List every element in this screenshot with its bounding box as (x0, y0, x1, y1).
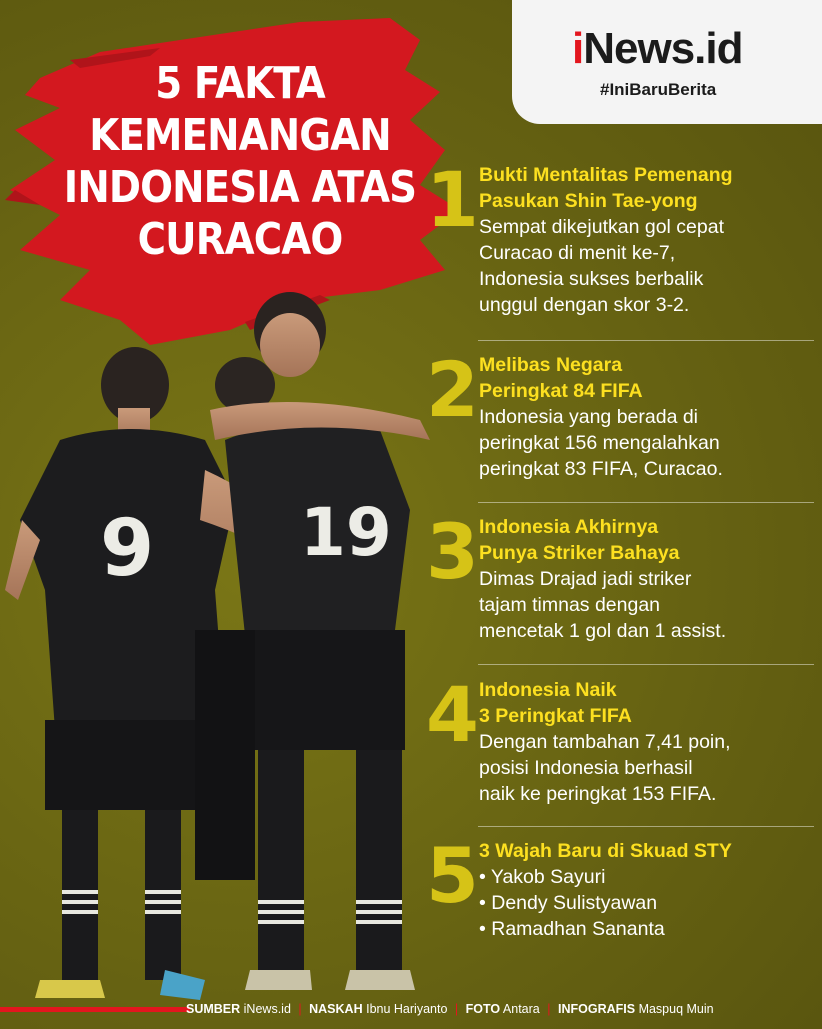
infographic-title (46, 58, 433, 266)
fact-description: Indonesia yang berada di peringkat 156 mengalahkan peringkat 83 FIFA, Curacao. (479, 406, 723, 480)
graphic-label: INFOGRAFIS (557, 1002, 636, 1016)
fact-divider (478, 502, 814, 503)
script-value: Ibnu Hariyanto (366, 1002, 448, 1016)
source-label: SUMBER (186, 1002, 241, 1016)
source-value: iNews.id (243, 1002, 291, 1016)
jersey-number-9: 9 (100, 504, 155, 594)
photo-value: Antara (502, 1002, 540, 1016)
fact-number: 4 (426, 670, 479, 759)
list-item: • Dendy Sulistyawan (479, 890, 819, 916)
fact-heading: Indonesia Akhirnya Punya Striker Bahaya (479, 516, 680, 564)
fact-heading: Melibas Negara Peringkat 84 FIFA (479, 354, 643, 402)
list-item: • Ramadhan Sananta (479, 916, 819, 942)
new-players-list (479, 864, 819, 942)
fact-description: Dengan tambahan 7,41 poin, posisi Indonesia berhasil naik ke peringkat 153 FIFA. (479, 731, 731, 805)
title-line-3: INDONESIA ATAS (63, 162, 417, 213)
fact-divider (478, 340, 814, 341)
fact-number: 2 (426, 345, 479, 434)
graphic-value: Maspuq Muin (638, 1002, 714, 1016)
fact-number: 3 (426, 507, 479, 596)
fact-number: 1 (426, 155, 479, 244)
credits-footer: SUMBER iNews.id | NASKAH Ibnu Hariyanto | FOTO Antara | INFOGRAFIS Maspuq Muin (0, 1000, 822, 1029)
title-line-4: CURACAO (137, 214, 343, 265)
fact-divider (478, 826, 814, 827)
fact-heading: Bukti Mentalitas Pemenang Pasukan Shin Tae-yong (479, 164, 733, 212)
script-label: NASKAH (309, 1002, 363, 1016)
inews-logo: iNews.id (572, 24, 743, 73)
fact-description: Dimas Drajad jadi striker tajam timnas dengan mencetak 1 gol dan 1 assist. (479, 568, 727, 642)
logo-card (512, 0, 822, 124)
hashtag: #IniBaruBerita (600, 80, 717, 99)
title-line-1: 5 FAKTA (155, 58, 325, 109)
fact-number: 5 (426, 831, 479, 920)
fact-heading: Indonesia Naik 3 Peringkat FIFA (479, 679, 632, 727)
players-celebration-photo (0, 290, 470, 1010)
list-item: • Yakob Sayuri (479, 864, 819, 890)
footer-accent-bar (0, 1007, 190, 1012)
photo-label: FOTO (465, 1002, 501, 1016)
title-line-2: KEMENANGAN (89, 110, 391, 161)
fact-description: Sempat dikejutkan gol cepat Curacao di menit ke-7, Indonesia sukses berbalik unggul dengan skor 3-2. (479, 216, 724, 316)
fact-divider (478, 664, 814, 665)
jersey-number-19: 19 (300, 494, 392, 571)
fact-heading: 3 Wajah Baru di Skuad STY (479, 840, 732, 862)
